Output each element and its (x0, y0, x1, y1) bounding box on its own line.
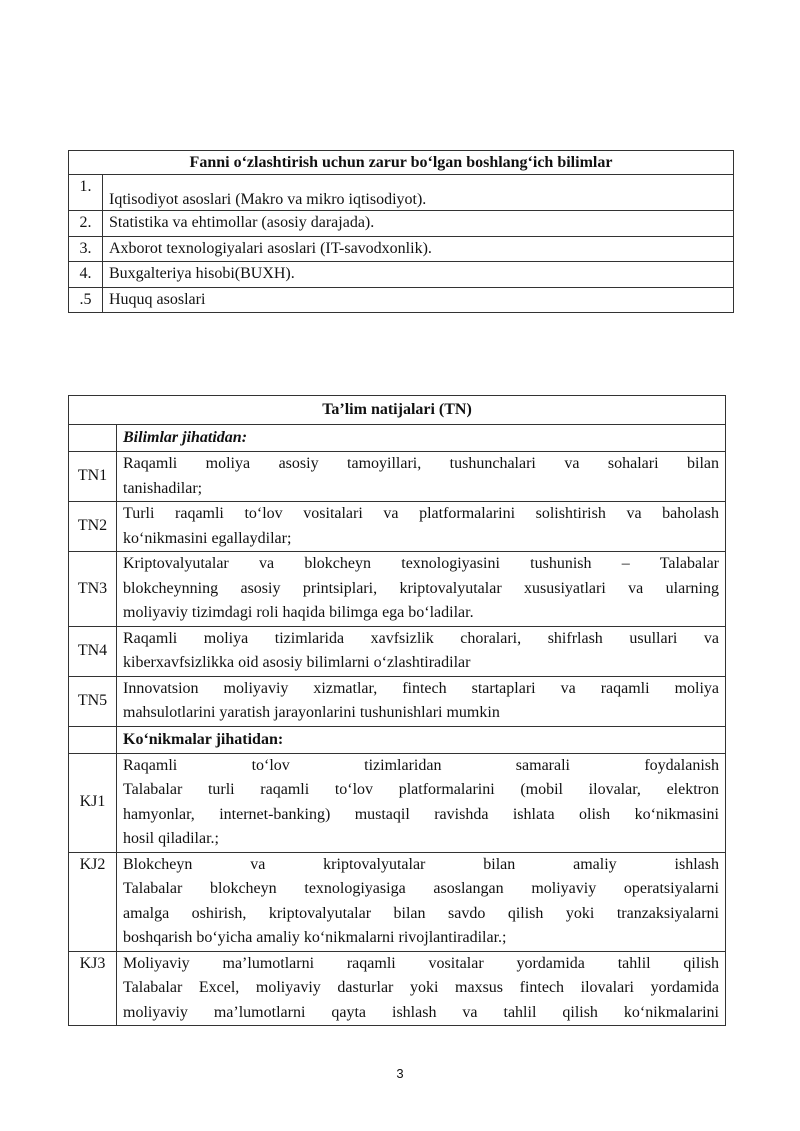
learning-outcomes-table (68, 395, 726, 1026)
outcome-code: TN1 (69, 452, 117, 502)
skills-heading: Ko‘nikmalar jihatidan: (117, 726, 726, 753)
table-row (69, 852, 726, 951)
prerequisites-table (68, 150, 734, 313)
skill-text: Moliyaviy ma’lumotlarni raqamli vositalar yordamida tahlil qilish Talabalar Excel, moliyaviy dasturlar yoki maxsus fintech ilovalari yordamida moliyaviy ma’lumotlarni qayta ishlash va tahlil qilish ko‘nikmalarini (117, 951, 726, 1026)
table-row (69, 236, 734, 262)
row-number: 3. (69, 236, 103, 262)
outcome-text: Innovatsion moliyaviy xizmatlar, fintech startaplari va raqamli moliya mahsulotlarini yaratish jarayonlarini tushunishlari mumkin (117, 676, 726, 726)
skill-code: KJ2 (69, 852, 117, 951)
table-row (69, 951, 726, 1026)
outcome-code: TN5 (69, 676, 117, 726)
skill-code: KJ3 (69, 951, 117, 1026)
row-text: Buxgalteriya hisobi(BUXH). (103, 262, 734, 288)
row-number: .5 (69, 287, 103, 313)
row-text: Iqtisodiyot asoslari (Makro va mikro iqtisodiyot). (103, 175, 734, 211)
page-number: 3 (396, 1066, 404, 1081)
table-row (69, 502, 726, 552)
outcome-text: Kriptovalyutalar va blokcheyn texnologiyasini tushunish – Talabalar blokcheynning asosiy printsiplari, kriptovalyutalar xususiyatlari va ularning moliyaviy tizimdagi roli haqida bilimga ega bo‘ladilar. (117, 552, 726, 627)
row-text: Statistika va ehtimollar (asosiy darajada). (103, 211, 734, 237)
outcome-text: Raqamli moliya tizimlarida xavfsizlik choralari, shifrlash usullari va kiberxavfsizlikka oid asosiy bilimlarni o‘zlashtiradilar (117, 626, 726, 676)
section-row (69, 425, 726, 452)
table-row (69, 287, 734, 313)
outcome-code: TN2 (69, 502, 117, 552)
prerequisites-title: Fanni o‘zlashtirish uchun zarur bo‘lgan boshlang‘ich bilimlar (69, 151, 734, 175)
row-text: Axborot texnologiyalari asoslari (IT-savodxonlik). (103, 236, 734, 262)
table-row (69, 552, 726, 627)
knowledge-heading: Bilimlar jihatidan: (117, 425, 726, 452)
row-number: 2. (69, 211, 103, 237)
row-text: Huquq asoslari (103, 287, 734, 313)
outcome-code: TN3 (69, 552, 117, 627)
outcome-text: Raqamli moliya asosiy tamoyillari, tushunchalari va sohalari bilan tanishadilar; (117, 452, 726, 502)
table-row (69, 175, 734, 211)
outcome-code: TN4 (69, 626, 117, 676)
section-row (69, 726, 726, 753)
table-row (69, 676, 726, 726)
outcome-text: Turli raqamli to‘lov vositalari va platformalarini solishtirish va baholash ko‘nikmasini egallaydilar; (117, 502, 726, 552)
table-row (69, 626, 726, 676)
skill-text: Blokcheyn va kriptovalyutalar bilan amaliy ishlash Talabalar blokcheyn texnologiyasiga asoslangan moliyaviy operatsiyalarni amalga oshirish, kriptovalyutalar bilan savdo qilish yoki tranzaksiyalarni boshqarish bo‘yicha amaliy ko‘nikmalarni rivojlantiradilar.; (117, 852, 726, 951)
row-number: 4. (69, 262, 103, 288)
outcomes-title: Ta’lim natijalari (TN) (69, 396, 726, 425)
skill-text: Raqamli to‘lov tizimlaridan samarali foydalanish Talabalar turli raqamli to‘lov platformalarini (mobil ilovalar, elektron hamyonlar, internet-banking) mustaqil ravishda ishlata olish ko‘nikmasini hosil qiladilar.; (117, 753, 726, 852)
skill-code: KJ1 (69, 753, 117, 852)
row-number: 1. (69, 175, 103, 211)
table-row (69, 262, 734, 288)
outcomes-header-row (69, 396, 726, 425)
table-row (69, 452, 726, 502)
table-row (69, 211, 734, 237)
table-row (69, 753, 726, 852)
prerequisites-header-row (69, 151, 734, 175)
